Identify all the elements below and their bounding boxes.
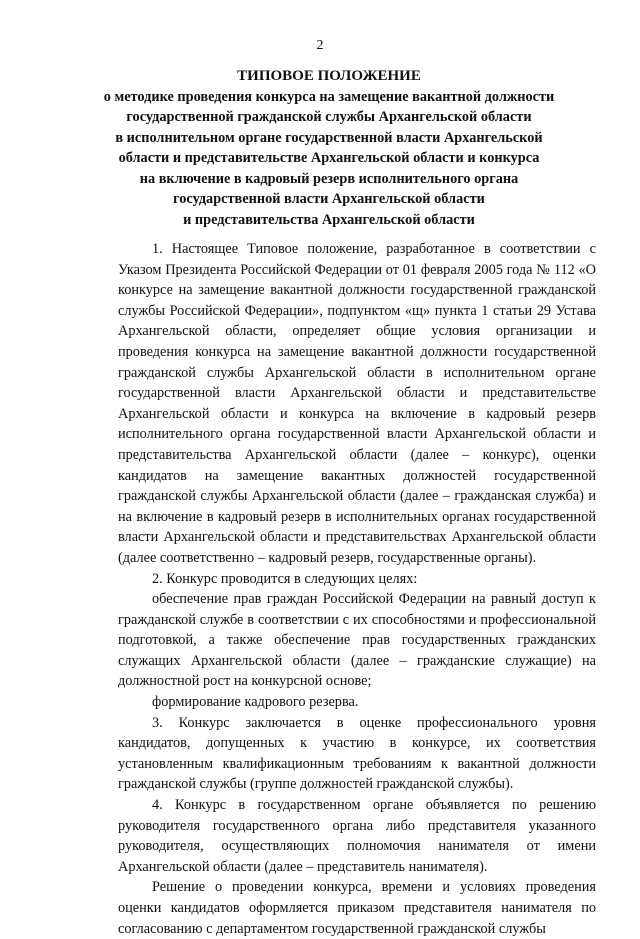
heading-line: о методике проведения конкурса на замещение вакантной должности bbox=[103, 88, 555, 105]
paragraph-2: 2. Конкурс проводится в следующих целях: bbox=[152, 570, 418, 587]
document-heading bbox=[90, 66, 568, 230]
paragraph-2-goal-1: обеспечение прав граждан Российской Федерации на равный доступ к гражданской службе в соответствии с их способностями и профессиональной подготовкой, а также обеспечение прав государственных гражданских служащих Архангельской области (далее – гражданские служащие) на должностной рост на конкурсной основе; bbox=[118, 591, 596, 690]
heading-line: области и представительстве Архангельской области и конкурса bbox=[118, 150, 540, 166]
document-body bbox=[118, 239, 596, 939]
paragraph-4-decision: Решение о проведении конкурса, времени и условиях проведения оценки кандидатов оформляется приказом представителя нанимателя по согласованию с департаментом государственной гражданской службы bbox=[118, 879, 596, 937]
heading-line: государственной власти Архангельской области bbox=[173, 191, 485, 207]
document-title: ТИПОВОЕ ПОЛОЖЕНИЕ bbox=[237, 68, 421, 84]
heading-line: государственной гражданской службы Архангельской области bbox=[126, 109, 532, 125]
page-number: 2 bbox=[316, 38, 324, 53]
paragraph-1: 1. Настоящее Типовое положение, разработанное в соответствии с Указом Президента Российской Федерации от 01 февраля 2005 года № 112 «О конкурсе на замещение вакантной должности государственной гражданской службы Российской Федерации», подпунктом «щ» пункта 1 статьи 29 Устава Архангельской области, определяет общие условия организации и проведения конкурса на замещение вакантной должности государственной гражданской службы Архангельской области в исполнительном органе государственной власти Архангельской области и представительстве Архангельской области и конкурса на включение в кадровый резерв исполнительного органа государственной власти Архангельской области и представительства Архангельской области (далее – конкурс), оценки кандидатов на замещение вакантных должностей государственной гражданской службы Архангельской области (далее – гражданская служба) и на включение в кадровый резерв в исполнительных органах государственной власти Архангельской области и представительствах Архангельской области (далее соответственно – кадровый резерв, государственные органы). bbox=[118, 241, 596, 566]
paragraph-2-goal-2: формирование кадрового резерва. bbox=[152, 694, 359, 711]
heading-line: и представительства Архангельской области bbox=[183, 211, 475, 228]
paragraph-4: 4. Конкурс в государственном органе объявляется по решению руководителя государственного органа либо представителя указанного руководителя, осуществляющих полномочия нанимателя от имени Архангельской области (далее – представитель нанимателя). bbox=[118, 797, 596, 875]
paragraph-3: 3. Конкурс заключается в оценке профессионального уровня кандидатов, допущенных к участию в конкурсе, их соответствия установленным квалификационным требованиям к вакантной должности гражданской службы (группе должностей гражданской службы). bbox=[118, 714, 596, 793]
heading-line: в исполнительном органе государственной власти Архангельской bbox=[115, 129, 543, 146]
heading-line: на включение в кадровый резерв исполнительного органа bbox=[139, 170, 519, 187]
